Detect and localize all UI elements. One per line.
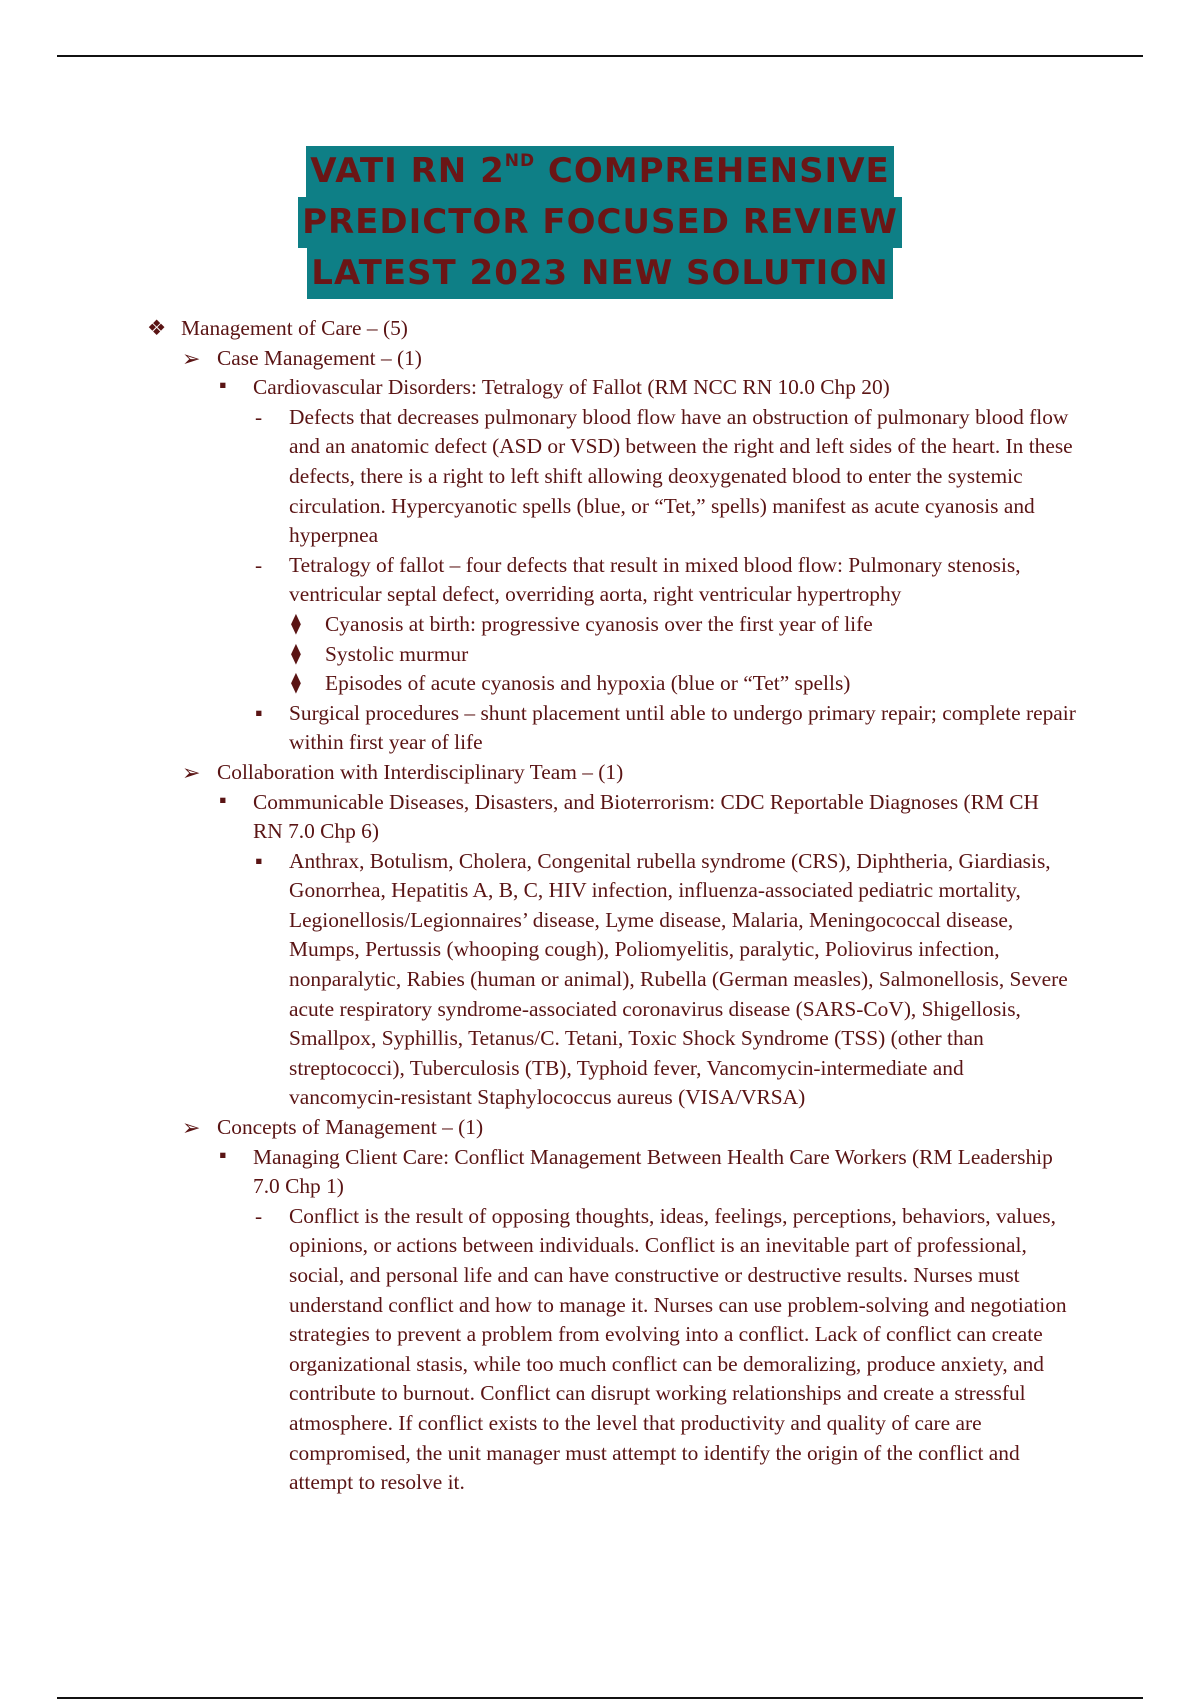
title-line-3: LATEST 2023 NEW SOLUTION — [307, 248, 892, 299]
lozenge-bullet-icon: ⧫ — [291, 672, 301, 695]
square-bullet-icon: ▪ — [219, 1142, 227, 1167]
title-line-1: VATI RN 2ND COMPREHENSIVE — [306, 146, 894, 197]
top-rule — [57, 55, 1143, 57]
outline-item-collaboration: ➢ Collaboration with Interdisciplinary Team – (1) — [217, 758, 1200, 788]
arrow-bullet-icon: ➢ — [182, 759, 201, 785]
outline-body — [0, 314, 1200, 1498]
outline-item-conflict-paragraph: - Conflict is the result of opposing thoughts, ideas, feelings, perceptions, behaviors, values, opinions, or actions between individuals. Conflict is an inevitable part of professional, social, and personal life and can have constructive or destructive results. Nurses must understand conflict and how to manage it. Nurses can use problem-solving and negotiation strategies to prevent a problem from evolving into a conflict. Lack of conflict can create organizational stasis, while too much conflict can be demoralizing, produce anxiety, and contribute to burnout. Conflict can disrupt working relationships and create a stressful atmosphere. If conflict exists to the level that productivity and quality of care are compromised, the unit manager must attempt to identify the origin of the conflict and attempt to resolve it. — [255, 1203, 1067, 1495]
square-bullet-icon: ▪ — [255, 700, 263, 725]
document-title — [0, 146, 1200, 299]
outline-item-cdc-list: ▪ Anthrax, Botulism, Cholera, Congenital rubella syndrome (CRS), Diphtheria, Giardiasis, Gonorrhea, Hepatitis A, B, C, HIV infection, influenza-associated pediatric mortality, Legionellosis/Legionnaires’ disease, Lyme disease, Malaria, Meningococcal disease, Mumps, Pertussis (whooping cough), Poliomyelitis, paralytic, Poliovirus infection, nonparalytic, Rabies (human or animal), Rubella (German measles), Salmonellosis, Severe acute respiratory syndrome-associated coronavirus disease (SARS-CoV), Shigellosis, Smallpox, Syphillis, Tetanus/C. Tetani, Toxic Shock Syndrome (TSS) (other than streptococci), Tuberculosis (TB), Typhoid fever, Vancomycin-intermediate and vancomycin-resistant Staphylococcus aureus (VISA/VRSA) — [255, 848, 1068, 1110]
lozenge-bullet-icon: ⧫ — [291, 642, 301, 665]
outline-item-tof-sign: ⧫ Systolic murmur — [325, 640, 1200, 670]
outline-item-cardio-heading: ▪ Cardiovascular Disorders: Tetralogy of Fallot (RM NCC RN 10.0 Chp 20) — [219, 373, 890, 400]
square-bullet-icon: ▪ — [255, 848, 263, 873]
outline-item-cardio-defects: - Defects that decreases pulmonary blood flow have an obstruction of pulmonary blood flow and an anatomic defect (ASD or VSD) between the right and left sides of the heart. In these defects, there is a right to left shift allowing deoxygenated blood to enter the systemic circulation. Hypercyanotic spells (blue, or “Tet,” spells) manifest as acute cyanosis and hyperpnea — [255, 404, 1073, 548]
outline-item-conflict-heading: ▪ Managing Client Care: Conflict Management Between Health Care Workers (RM Leadership 7.0 Chp 1) — [219, 1142, 1053, 1199]
dash-bullet-icon: - — [255, 404, 263, 429]
dash-bullet-icon: - — [255, 1203, 263, 1228]
square-bullet-icon: ▪ — [219, 787, 227, 812]
bottom-rule — [57, 1697, 1143, 1699]
outline-item-management-of-care: ❖ Management of Care – (5) — [181, 314, 1200, 344]
outline-item-concepts: ➢ Concepts of Management – (1) — [217, 1113, 1200, 1143]
outline-item-case-management: ➢ Case Management – (1) — [217, 344, 1200, 374]
diamond-bullet-icon: ❖ — [147, 316, 167, 340]
square-bullet-icon: ▪ — [219, 373, 227, 398]
outline-item-cdc-heading: ▪ Communicable Diseases, Disasters, and Bioterrorism: CDC Reportable Diagnoses (RM CH RN 7.0 Chp 6) — [219, 787, 1039, 844]
outline-item-tetralogy-definition: - Tetralogy of fallot – four defects that result in mixed blood flow: Pulmonary stenosis, ventricular septal defect, overriding aorta, right ventricular hypertrophy — [255, 552, 1021, 607]
arrow-bullet-icon: ➢ — [182, 345, 201, 371]
arrow-bullet-icon: ➢ — [182, 1115, 201, 1141]
outline-item-surgical-procedures: ▪ Surgical procedures – shunt placement until able to undergo primary repair; complete repair within first year of life — [255, 700, 1076, 755]
title-line-2: PREDICTOR FOCUSED REVIEW — [298, 197, 902, 248]
dash-bullet-icon: - — [255, 552, 263, 577]
lozenge-bullet-icon: ⧫ — [291, 612, 301, 635]
outline-item-tof-sign: ⧫ Cyanosis at birth: progressive cyanosis over the first year of life — [325, 610, 1200, 640]
outline-item-tof-sign: ⧫ Episodes of acute cyanosis and hypoxia (blue or “Tet” spells) — [325, 669, 1200, 699]
